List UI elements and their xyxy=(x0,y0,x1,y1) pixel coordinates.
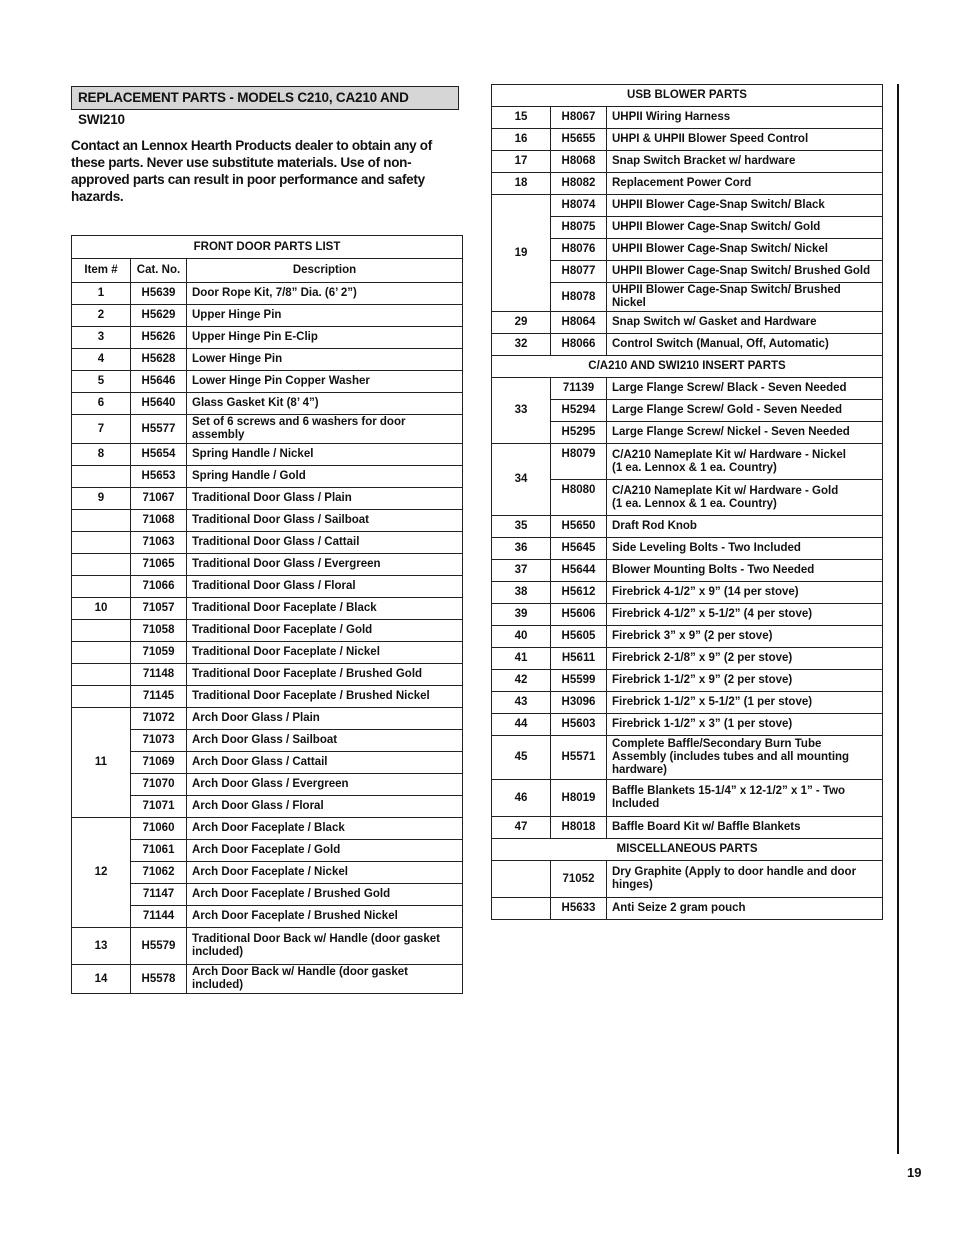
cat-cell: H8018 xyxy=(551,817,607,839)
item-cell xyxy=(492,861,551,898)
desc-line-2: (1 ea. Lennox & 1 ea. Country) xyxy=(612,461,777,474)
desc-cell: Anti Seize 2 gram pouch xyxy=(607,898,883,920)
front-door-parts-table xyxy=(71,235,463,994)
table-row xyxy=(72,371,463,393)
table-row xyxy=(492,334,883,356)
insert-group-33 xyxy=(492,378,883,444)
desc-cell: Lower Hinge Pin Copper Washer xyxy=(187,371,463,393)
cat-cell: H5295 xyxy=(551,422,607,444)
item-cell: 43 xyxy=(492,692,551,714)
cat-cell: H5646 xyxy=(131,371,187,393)
desc-cell: Firebrick 4-1/2” x 9” (14 per stove) xyxy=(607,582,883,604)
table-row xyxy=(72,686,463,708)
cat-cell: 71059 xyxy=(131,642,187,664)
item-cell xyxy=(72,510,131,532)
blower-rows-b xyxy=(492,312,883,356)
cat-cell: H5633 xyxy=(551,898,607,920)
cat-cell: 71062 xyxy=(131,862,187,884)
item-cell: 45 xyxy=(492,736,551,780)
table-row xyxy=(492,516,883,538)
desc-cell: UHPII Blower Cage-Snap Switch/ Gold xyxy=(607,217,883,239)
desc-cell: Snap Switch Bracket w/ hardware xyxy=(607,151,883,173)
item-cell: 29 xyxy=(492,312,551,334)
item-cell: 42 xyxy=(492,670,551,692)
item-cell: 47 xyxy=(492,817,551,839)
desc-cell: Blower Mounting Bolts - Two Needed xyxy=(607,560,883,582)
desc-cell: Traditional Door Glass / Plain xyxy=(187,488,463,510)
cat-cell: H5606 xyxy=(551,604,607,626)
cat-cell: H5577 xyxy=(131,415,187,444)
cat-cell: H5579 xyxy=(131,928,187,965)
item-cell: 10 xyxy=(72,598,131,620)
table-row xyxy=(72,862,463,884)
desc-cell: Arch Door Glass / Evergreen xyxy=(187,774,463,796)
item-cell: 3 xyxy=(72,327,131,349)
cat-cell: H5612 xyxy=(551,582,607,604)
cat-cell: H8080 xyxy=(551,480,607,516)
item-cell: 17 xyxy=(492,151,551,173)
desc-cell: Arch Door Glass / Sailboat xyxy=(187,730,463,752)
front-group-11 xyxy=(72,708,463,818)
table-row xyxy=(72,906,463,928)
cat-cell: H5603 xyxy=(551,714,607,736)
item-cell: 46 xyxy=(492,780,551,817)
cat-cell: H5599 xyxy=(551,670,607,692)
desc-cell: Arch Door Glass / Floral xyxy=(187,796,463,818)
blower-insert-parts-table xyxy=(491,84,883,920)
desc-cell: Arch Door Faceplate / Brushed Gold xyxy=(187,884,463,906)
table-row xyxy=(72,305,463,327)
cat-cell: 71058 xyxy=(131,620,187,642)
desc-cell: UHPII Wiring Harness xyxy=(607,107,883,129)
cat-cell: H5644 xyxy=(551,560,607,582)
cat-cell: 71071 xyxy=(131,796,187,818)
cat-cell: H8067 xyxy=(551,107,607,129)
table-row xyxy=(72,283,463,305)
desc-cell: Traditional Door Glass / Sailboat xyxy=(187,510,463,532)
desc-cell: Arch Door Faceplate / Black xyxy=(187,818,463,840)
cat-cell: 71057 xyxy=(131,598,187,620)
desc-cell: Firebrick 1-1/2” x 3” (1 per stove) xyxy=(607,714,883,736)
cat-cell: H5626 xyxy=(131,327,187,349)
table-row xyxy=(492,861,883,898)
desc-line-2: (1 ea. Lennox & 1 ea. Country) xyxy=(612,497,777,510)
cat-cell: 71068 xyxy=(131,510,187,532)
insert-rows-body xyxy=(492,516,883,736)
desc-cell: Dry Graphite (Apply to door handle and door hinges) xyxy=(607,861,883,898)
item-cell: 34 xyxy=(492,444,551,516)
table-row xyxy=(492,480,883,516)
item-cell: 44 xyxy=(492,714,551,736)
table-row xyxy=(72,532,463,554)
desc-cell: Large Flange Screw/ Nickel - Seven Needed xyxy=(607,422,883,444)
desc-cell: Complete Baffle/Secondary Burn Tube Assembly (includes tubes and all mounting hardware) xyxy=(607,736,883,780)
table-row xyxy=(72,576,463,598)
item-cell: 5 xyxy=(72,371,131,393)
table-row xyxy=(492,714,883,736)
cat-cell: 71061 xyxy=(131,840,187,862)
table-row xyxy=(492,195,883,217)
table-row xyxy=(72,884,463,906)
misc-table-title: MISCELLANEOUS PARTS xyxy=(492,839,883,861)
cat-cell: 71073 xyxy=(131,730,187,752)
item-cell: 4 xyxy=(72,349,131,371)
cat-cell: 71065 xyxy=(131,554,187,576)
cat-cell: H5645 xyxy=(551,538,607,560)
table-row xyxy=(72,796,463,818)
table-row xyxy=(492,173,883,195)
table-row xyxy=(492,239,883,261)
cat-cell: H5629 xyxy=(131,305,187,327)
desc-cell: Snap Switch w/ Gasket and Hardware xyxy=(607,312,883,334)
item-cell: 12 xyxy=(72,818,131,928)
table-row xyxy=(492,538,883,560)
blower-group-19 xyxy=(492,195,883,312)
desc-cell: UHPII Blower Cage-Snap Switch/ Brushed Nickel xyxy=(607,283,883,312)
table-row xyxy=(72,708,463,730)
table-row xyxy=(72,965,463,994)
desc-cell: UHPII Blower Cage-Snap Switch/ Black xyxy=(607,195,883,217)
item-cell: 35 xyxy=(492,516,551,538)
cat-cell: 71063 xyxy=(131,532,187,554)
table-row xyxy=(492,670,883,692)
item-cell: 6 xyxy=(72,393,131,415)
desc-cell: Door Rope Kit, 7/8” Dia. (6’ 2”) xyxy=(187,283,463,305)
item-cell: 19 xyxy=(492,195,551,312)
col-cat-header: Cat. No. xyxy=(131,259,187,283)
item-cell: 40 xyxy=(492,626,551,648)
item-cell xyxy=(72,576,131,598)
item-cell xyxy=(72,642,131,664)
table-row xyxy=(492,736,883,780)
table-row xyxy=(72,488,463,510)
intro-text: Contact an Lennox Hearth Products dealer to obtain any of these parts. Never use substitute materials. Use of non-approved parts can result in poor performance and safety hazards. xyxy=(71,138,432,204)
table-row xyxy=(72,818,463,840)
table-row xyxy=(72,466,463,488)
desc-cell: Upper Hinge Pin xyxy=(187,305,463,327)
table-row xyxy=(72,620,463,642)
cat-cell: H5654 xyxy=(131,444,187,466)
cat-cell: H5655 xyxy=(551,129,607,151)
item-cell: 13 xyxy=(72,928,131,965)
item-cell: 2 xyxy=(72,305,131,327)
table-row xyxy=(72,393,463,415)
item-cell: 41 xyxy=(492,648,551,670)
table-row xyxy=(72,840,463,862)
table-row xyxy=(72,774,463,796)
desc-cell: Spring Handle / Gold xyxy=(187,466,463,488)
cat-cell: H5650 xyxy=(551,516,607,538)
desc-cell: Large Flange Screw/ Gold - Seven Needed xyxy=(607,400,883,422)
cat-cell: H5640 xyxy=(131,393,187,415)
desc-cell: Set of 6 screws and 6 washers for door assembly xyxy=(187,415,463,444)
item-cell xyxy=(72,686,131,708)
desc-cell: Arch Door Faceplate / Brushed Nickel xyxy=(187,906,463,928)
item-cell: 36 xyxy=(492,538,551,560)
item-cell: 39 xyxy=(492,604,551,626)
insert-table-title: C/A210 AND SWI210 INSERT PARTS xyxy=(492,356,883,378)
desc-cell: UHPII Blower Cage-Snap Switch/ Brushed Gold xyxy=(607,261,883,283)
misc-rows-body xyxy=(492,861,883,920)
table-row xyxy=(72,510,463,532)
table-row xyxy=(72,327,463,349)
cat-cell: 71067 xyxy=(131,488,187,510)
cat-cell: H8077 xyxy=(551,261,607,283)
table-row xyxy=(492,151,883,173)
item-cell xyxy=(72,554,131,576)
blower-rows-a xyxy=(492,107,883,195)
table-row xyxy=(72,928,463,965)
desc-cell: Traditional Door Glass / Floral xyxy=(187,576,463,598)
cat-cell: 71070 xyxy=(131,774,187,796)
cat-cell: H5628 xyxy=(131,349,187,371)
item-cell xyxy=(492,898,551,920)
desc-cell: Firebrick 3” x 9” (2 per stove) xyxy=(607,626,883,648)
item-cell xyxy=(72,620,131,642)
desc-cell: Traditional Door Faceplate / Nickel xyxy=(187,642,463,664)
table-row xyxy=(492,626,883,648)
cat-cell: H5611 xyxy=(551,648,607,670)
table-row xyxy=(72,730,463,752)
cat-cell: 71069 xyxy=(131,752,187,774)
cat-cell: H8079 xyxy=(551,444,607,480)
table-row xyxy=(492,129,883,151)
front-group-12 xyxy=(72,818,463,928)
cat-cell: 71147 xyxy=(131,884,187,906)
desc-cell: Draft Rod Knob xyxy=(607,516,883,538)
item-cell: 11 xyxy=(72,708,131,818)
cat-cell: 71072 xyxy=(131,708,187,730)
cat-cell: H8066 xyxy=(551,334,607,356)
desc-cell: Arch Door Back w/ Handle (door gasket included) xyxy=(187,965,463,994)
col-desc-header: Description xyxy=(187,259,463,283)
desc-cell: Traditional Door Glass / Evergreen xyxy=(187,554,463,576)
desc-cell: Traditional Door Faceplate / Brushed Gold xyxy=(187,664,463,686)
desc-cell: Firebrick 1-1/2” x 5-1/2” (1 per stove) xyxy=(607,692,883,714)
table-row xyxy=(72,444,463,466)
item-cell: 18 xyxy=(492,173,551,195)
vertical-rule xyxy=(897,84,899,1154)
table-row xyxy=(492,107,883,129)
desc-cell: Traditional Door Faceplate / Gold xyxy=(187,620,463,642)
desc-cell: Firebrick 4-1/2” x 5-1/2” (4 per stove) xyxy=(607,604,883,626)
desc-cell: Traditional Door Faceplate / Brushed Nickel xyxy=(187,686,463,708)
desc-cell: Firebrick 1-1/2” x 9” (2 per stove) xyxy=(607,670,883,692)
desc-cell: Traditional Door Glass / Cattail xyxy=(187,532,463,554)
table-row xyxy=(492,400,883,422)
desc-cell: Arch Door Glass / Plain xyxy=(187,708,463,730)
desc-line-1: C/A210 Nameplate Kit w/ Hardware - Gold xyxy=(612,484,839,497)
desc-line-1: C/A210 Nameplate Kit w/ Hardware - Nickel xyxy=(612,448,846,461)
cat-cell: H8074 xyxy=(551,195,607,217)
table-row xyxy=(492,692,883,714)
desc-cell: Arch Door Glass / Cattail xyxy=(187,752,463,774)
desc-cell: Baffle Blankets 15-1/4” x 12-1/2” x 1” - Two Included xyxy=(607,780,883,817)
item-cell xyxy=(72,664,131,686)
table-row xyxy=(492,560,883,582)
desc-cell xyxy=(607,480,883,516)
item-cell: 1 xyxy=(72,283,131,305)
insert-group-34 xyxy=(492,444,883,516)
item-cell: 7 xyxy=(72,415,131,444)
table-row xyxy=(492,217,883,239)
desc-cell: Side Leveling Bolts - Two Included xyxy=(607,538,883,560)
desc-cell: UHPII Blower Cage-Snap Switch/ Nickel xyxy=(607,239,883,261)
desc-cell: Control Switch (Manual, Off, Automatic) xyxy=(607,334,883,356)
desc-cell: Replacement Power Cord xyxy=(607,173,883,195)
item-cell: 15 xyxy=(492,107,551,129)
item-cell: 38 xyxy=(492,582,551,604)
cat-cell: H5653 xyxy=(131,466,187,488)
cat-cell: H8075 xyxy=(551,217,607,239)
cat-cell: 71144 xyxy=(131,906,187,928)
desc-cell: Baffle Board Kit w/ Baffle Blankets xyxy=(607,817,883,839)
cat-cell: H5605 xyxy=(551,626,607,648)
desc-cell: Lower Hinge Pin xyxy=(187,349,463,371)
item-cell xyxy=(72,532,131,554)
item-cell xyxy=(72,466,131,488)
table-row xyxy=(492,582,883,604)
cat-cell: H3096 xyxy=(551,692,607,714)
cat-cell: H5571 xyxy=(551,736,607,780)
item-cell: 9 xyxy=(72,488,131,510)
page-number: 19 xyxy=(907,1165,922,1180)
table-row xyxy=(492,378,883,400)
desc-cell xyxy=(607,444,883,480)
item-cell: 8 xyxy=(72,444,131,466)
table-row xyxy=(72,598,463,620)
table-row xyxy=(492,283,883,312)
table-row xyxy=(72,554,463,576)
desc-cell: Upper Hinge Pin E-Clip xyxy=(187,327,463,349)
table-row xyxy=(492,898,883,920)
cat-cell: H5578 xyxy=(131,965,187,994)
cat-cell: H8078 xyxy=(551,283,607,312)
desc-cell: Large Flange Screw/ Black - Seven Needed xyxy=(607,378,883,400)
table-row xyxy=(492,422,883,444)
table-row xyxy=(72,415,463,444)
item-cell: 32 xyxy=(492,334,551,356)
table-row xyxy=(492,817,883,839)
table-row xyxy=(492,312,883,334)
table-row xyxy=(492,444,883,480)
desc-cell: Glass Gasket Kit (8’ 4”) xyxy=(187,393,463,415)
blower-table-title: USB BLOWER PARTS xyxy=(492,85,883,107)
desc-cell: UHPI & UHPII Blower Speed Control xyxy=(607,129,883,151)
table-row xyxy=(492,648,883,670)
cat-cell: H5294 xyxy=(551,400,607,422)
table-row xyxy=(492,604,883,626)
table-row xyxy=(72,642,463,664)
cat-cell: 71148 xyxy=(131,664,187,686)
cat-cell: H8068 xyxy=(551,151,607,173)
desc-cell: Spring Handle / Nickel xyxy=(187,444,463,466)
item-cell: 14 xyxy=(72,965,131,994)
table-row xyxy=(72,664,463,686)
table-row xyxy=(492,261,883,283)
cat-cell: H8076 xyxy=(551,239,607,261)
col-item-header: Item # xyxy=(72,259,131,283)
cat-cell: 71060 xyxy=(131,818,187,840)
cat-cell: H8082 xyxy=(551,173,607,195)
desc-cell: Firebrick 2-1/8” x 9” (2 per stove) xyxy=(607,648,883,670)
section-title: REPLACEMENT PARTS - MODELS C210, CA210 AND SWI210 xyxy=(71,86,459,110)
cat-cell: H8019 xyxy=(551,780,607,817)
front-tail-body xyxy=(72,928,463,994)
front-table-title: FRONT DOOR PARTS LIST xyxy=(72,236,463,259)
cat-cell: 71066 xyxy=(131,576,187,598)
cat-cell: 71139 xyxy=(551,378,607,400)
item-cell: 16 xyxy=(492,129,551,151)
table-row xyxy=(492,780,883,817)
cat-cell: H5639 xyxy=(131,283,187,305)
cat-cell: 71145 xyxy=(131,686,187,708)
desc-cell: Traditional Door Faceplate / Black xyxy=(187,598,463,620)
cat-cell: 71052 xyxy=(551,861,607,898)
front-rows-body xyxy=(72,283,463,708)
desc-cell: Arch Door Faceplate / Gold xyxy=(187,840,463,862)
item-cell: 37 xyxy=(492,560,551,582)
table-row xyxy=(72,349,463,371)
cat-cell: H8064 xyxy=(551,312,607,334)
desc-cell: Traditional Door Back w/ Handle (door gasket included) xyxy=(187,928,463,965)
desc-cell: Arch Door Faceplate / Nickel xyxy=(187,862,463,884)
table-row xyxy=(72,752,463,774)
item-cell: 33 xyxy=(492,378,551,444)
